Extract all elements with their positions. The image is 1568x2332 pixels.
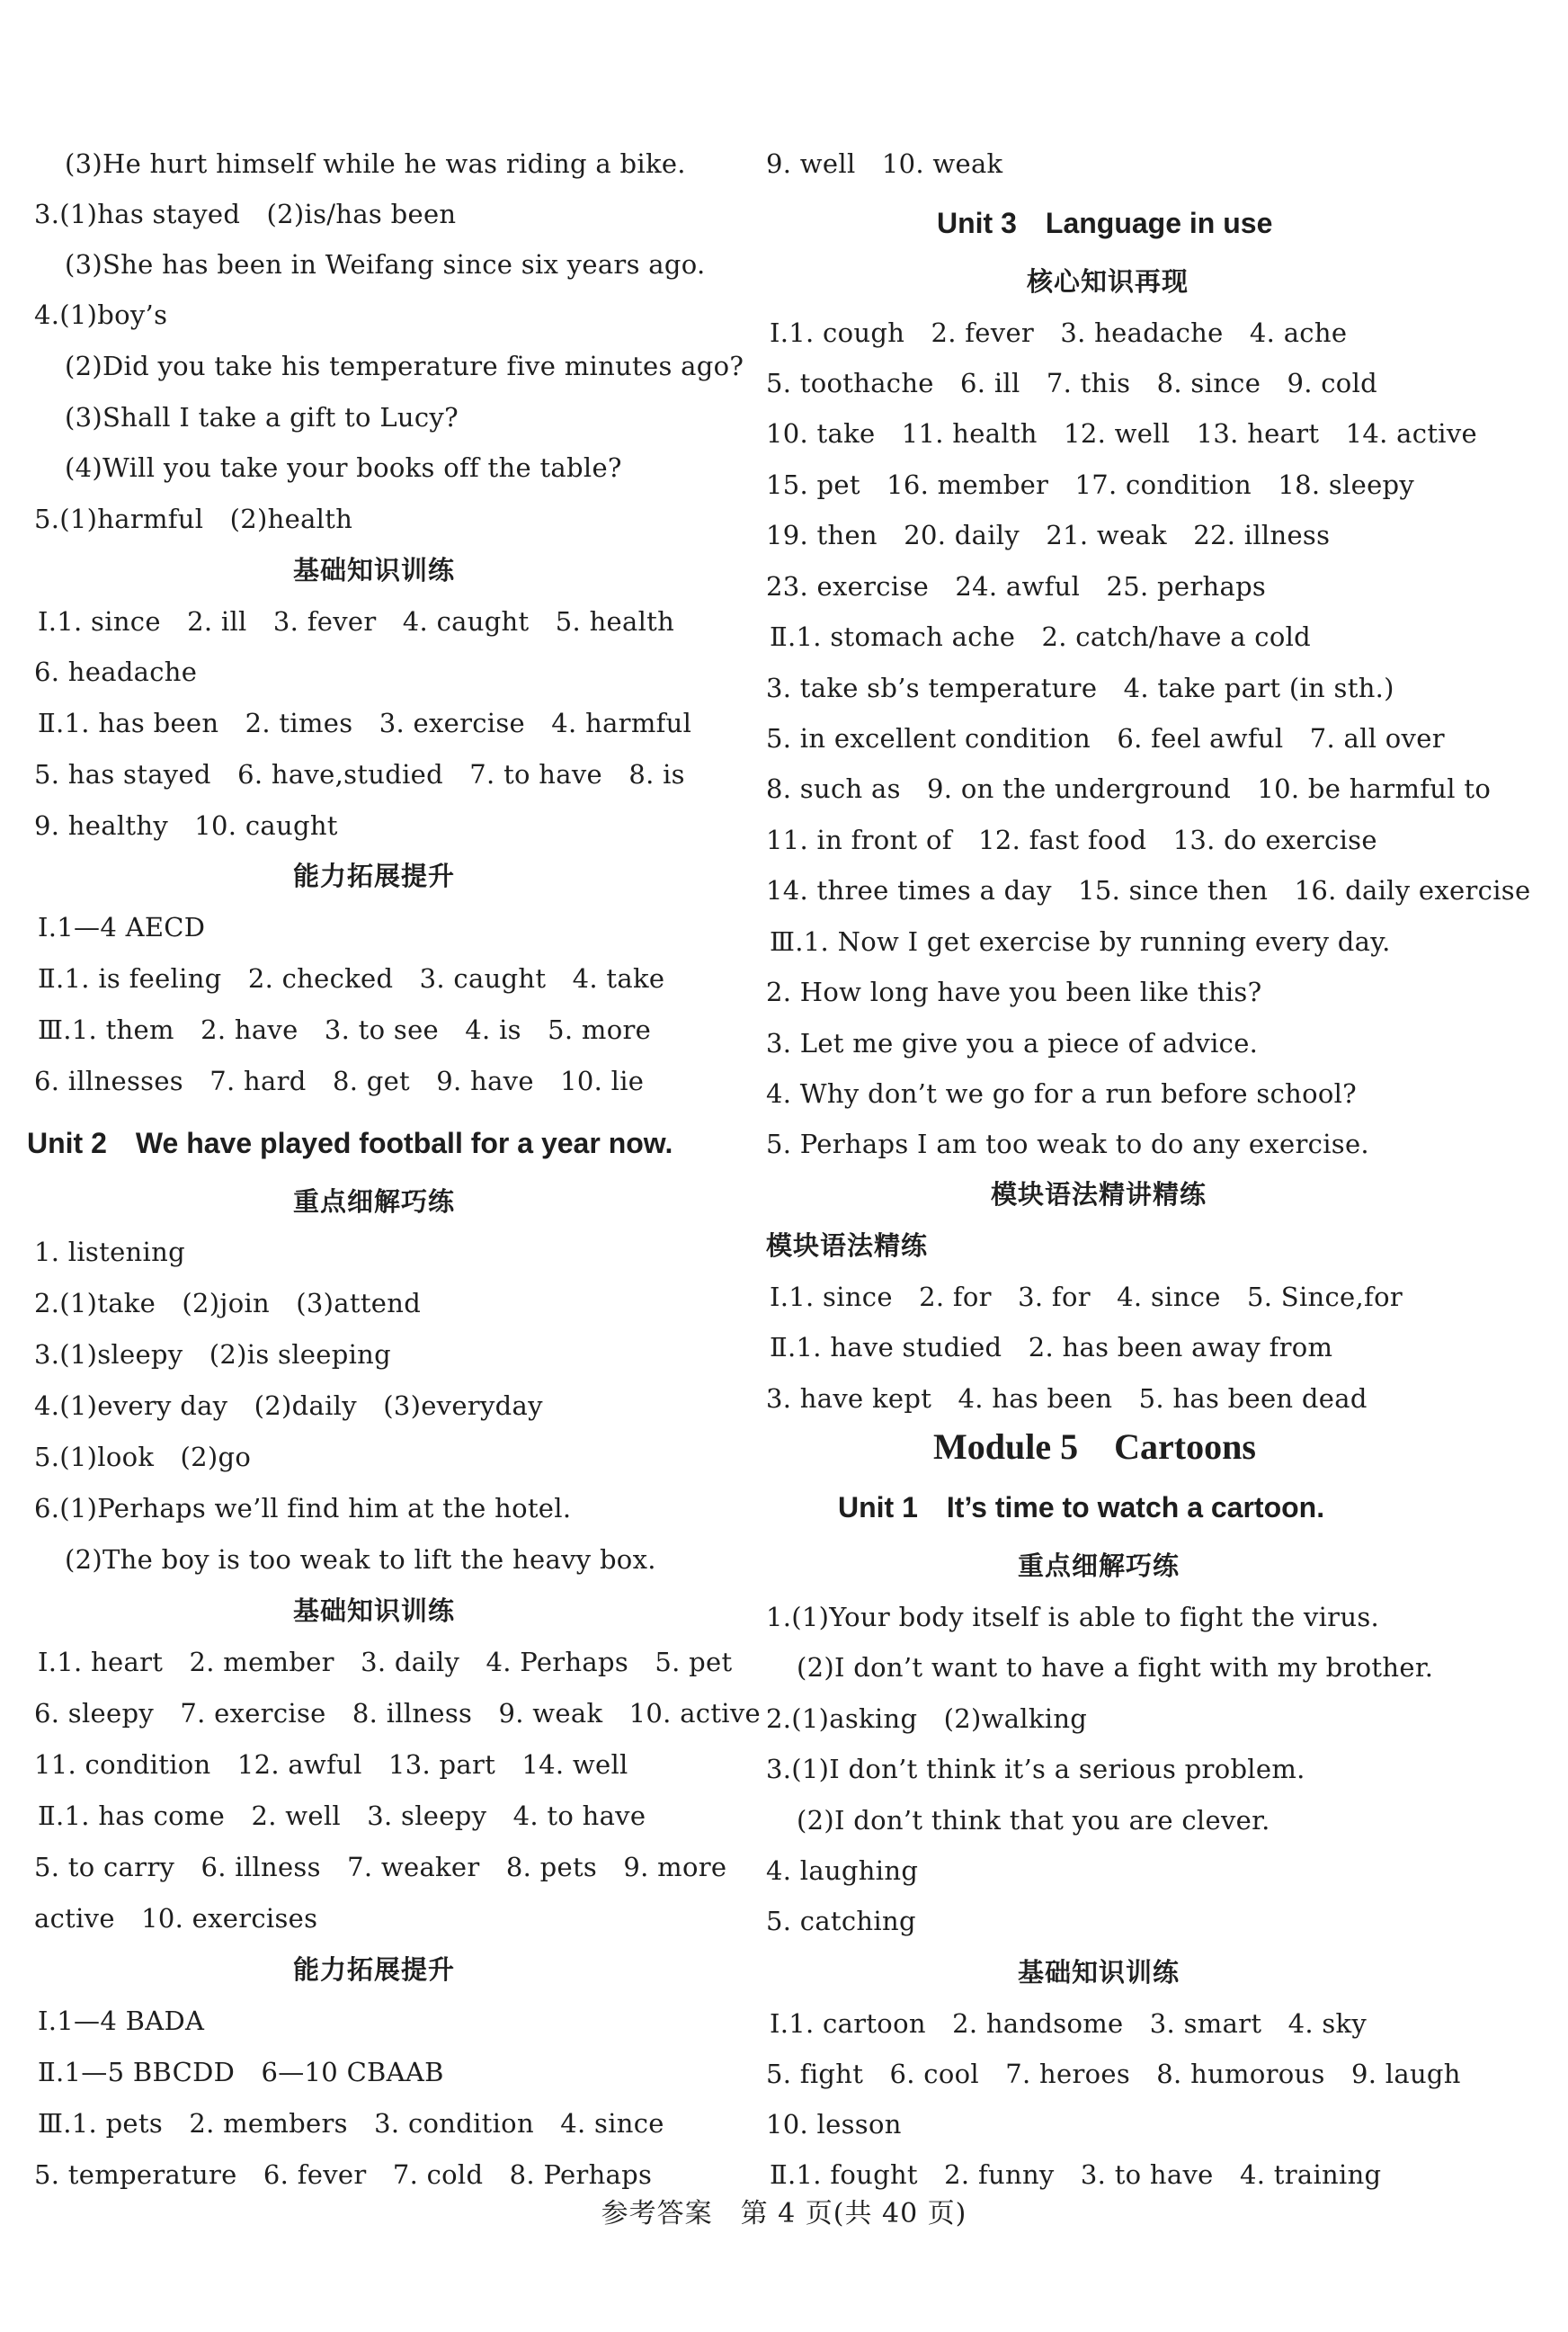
section-heading-key-points: 重点细解巧练 (293, 1186, 456, 1217)
answer-line: 1.(1)Your body itself is able to fight the virus. (766, 1602, 1380, 1632)
answer-line: Ⅰ.1. cough 2. fever 3. headache 4. ache (770, 317, 1348, 348)
answer-line: 6.(1)Perhaps we’ll find him at the hotel. (34, 1493, 572, 1523)
answer-line: 3. Let me give you a piece of advice. (766, 1028, 1259, 1059)
unit-2-title: Unit 2 We have played football for a year now. (27, 1127, 673, 1159)
answer-line: 6. headache (34, 657, 198, 687)
answer-line: active 10. exercises (34, 1903, 318, 1934)
answer-line: 6. illnesses 7. hard 8. get 9. have 10. lie (34, 1066, 645, 1096)
section-heading-basic-training: 基础知识训练 (293, 555, 456, 585)
answer-line: (3)He hurt himself while he was riding a bike. (65, 148, 686, 179)
answer-line: 5.(1)harmful (2)health (34, 504, 353, 534)
answer-line: 11. in front of 12. fast food 13. do exercise (766, 825, 1377, 855)
answer-line: 15. pet 16. member 17. condition 18. sleepy (766, 469, 1415, 500)
answer-line: 19. then 20. daily 21. weak 22. illness (766, 520, 1331, 550)
answer-line: 5. temperature 6. fever 7. cold 8. Perhaps (34, 2159, 653, 2190)
answer-line: 3. take sb’s temperature 4. take part (in sth.) (766, 673, 1394, 703)
answer-line: Ⅰ.1. since 2. for 3. for 4. since 5. Since,for (770, 1282, 1403, 1312)
answer-line: 5. fight 6. cool 7. heroes 8. humorous 9. laugh (766, 2059, 1461, 2089)
answer-line: Ⅱ.1. has come 2. well 3. sleepy 4. to have (38, 1800, 646, 1831)
section-heading-grammar: 模块语法精讲精练 (991, 1179, 1207, 1210)
answer-line: 10. take 11. health 12. well 13. heart 14. active (766, 418, 1477, 449)
section-heading-ability-extension: 能力拓展提升 (293, 861, 456, 891)
answer-line: 4. Why don’t we go for a run before school? (766, 1078, 1358, 1109)
answer-line: 3.(1)sleepy (2)is sleeping (34, 1339, 391, 1370)
section-heading-ability-extension: 能力拓展提升 (293, 1954, 456, 1985)
unit-1-title: Unit 1 It’s time to watch a cartoon. (838, 1491, 1325, 1523)
answer-line: Ⅲ.1. them 2. have 3. to see 4. is 5. more (38, 1014, 652, 1045)
answer-line: 3. have kept 4. has been 5. has been dead (766, 1383, 1368, 1414)
answer-line: Ⅰ.1. heart 2. member 3. daily 4. Perhaps 5. pet (38, 1647, 733, 1677)
subsection-heading-grammar-practice: 模块语法精练 (766, 1230, 929, 1261)
module-5-title: Module 5 Cartoons (933, 1426, 1256, 1467)
answer-line: 8. such as 9. on the underground 10. be harmful to (766, 773, 1492, 804)
answer-line: 10. lesson (766, 2109, 902, 2140)
unit-3-title: Unit 3 Language in use (937, 207, 1273, 239)
page-footer: 参考答案 第 4 页(共 40 页) (601, 2198, 967, 2229)
answer-line: Ⅱ.1. fought 2. funny 3. to have 4. training (770, 2159, 1382, 2190)
section-heading-core-knowledge: 核心知识再现 (1027, 266, 1189, 297)
answer-line: (2)Did you take his temperature five minutes ago? (65, 351, 744, 381)
answer-line: 1. listening (34, 1237, 185, 1267)
section-heading-key-points: 重点细解巧练 (1018, 1550, 1180, 1581)
answer-line: (4)Will you take your books off the table? (65, 452, 622, 483)
answer-line: 2. How long have you been like this? (766, 977, 1262, 1007)
section-heading-basic-training: 基础知识训练 (1018, 1957, 1180, 1988)
answer-line: 4. laughing (766, 1855, 919, 1886)
answer-line: 5. Perhaps I am too weak to do any exercise. (766, 1129, 1369, 1159)
answer-line: 3.(1)I don’t think it’s a serious problem. (766, 1754, 1305, 1784)
answer-line: 5. toothache 6. ill 7. this 8. since 9. cold (766, 368, 1378, 398)
answer-line: 5. catching (766, 1906, 916, 1936)
answer-line: 23. exercise 24. awful 25. perhaps (766, 571, 1267, 602)
answer-line: Ⅲ.1. pets 2. members 3. condition 4. since (38, 2108, 664, 2139)
answer-line: 4.(1)every day (2)daily (3)everyday (34, 1390, 543, 1421)
section-heading-basic-training: 基础知识训练 (293, 1595, 456, 1626)
answer-line: (2)I don’t think that you are clever. (797, 1805, 1270, 1836)
answer-line: Ⅱ.1. have studied 2. has been away from (770, 1332, 1333, 1363)
answer-line: Ⅱ.1. stomach ache 2. catch/have a cold (770, 621, 1312, 652)
answer-line: (2)The boy is too weak to lift the heavy box. (65, 1544, 656, 1575)
answer-line: (2)I don’t want to have a fight with my brother. (797, 1652, 1434, 1683)
answer-line: 3.(1)has stayed (2)is/has been (34, 199, 457, 229)
answer-line: (3)She has been in Weifang since six years ago. (65, 249, 706, 280)
answer-line: (3)Shall I take a gift to Lucy? (65, 402, 459, 433)
answer-line: 6. sleepy 7. exercise 8. illness 9. weak 10. active (34, 1698, 761, 1729)
answer-line: 9. healthy 10. caught (34, 810, 338, 841)
answer-line: Ⅲ.1. Now I get exercise by running every day. (770, 926, 1391, 957)
answer-line: 11. condition 12. awful 13. part 14. well (34, 1749, 628, 1780)
answer-line: 2.(1)asking (2)walking (766, 1703, 1088, 1734)
answer-line: 5. in excellent condition 6. feel awful 7. all over (766, 723, 1445, 754)
answer-line: Ⅱ.1. has been 2. times 3. exercise 4. harmful (38, 708, 692, 738)
answer-line: Ⅰ.1. cartoon 2. handsome 3. smart 4. sky (770, 2008, 1368, 2039)
answer-line: Ⅰ.1—4 BADA (38, 2006, 205, 2036)
answer-line: Ⅰ.1. since 2. ill 3. fever 4. caught 5. health (38, 606, 675, 637)
answer-line: Ⅰ.1—4 AECD (38, 912, 206, 943)
answer-line: Ⅱ.1. is feeling 2. checked 3. caught 4. take (38, 963, 665, 994)
answer-line: 5. to carry 6. illness 7. weaker 8. pets 9. more (34, 1852, 727, 1882)
answer-line: 5.(1)look (2)go (34, 1442, 252, 1472)
answer-line: 2.(1)take (2)join (3)attend (34, 1288, 422, 1318)
answer-line: 5. has stayed 6. have,studied 7. to have 8. is (34, 759, 685, 790)
answer-line: 4.(1)boy’s (34, 299, 168, 330)
answer-line: 14. three times a day 15. since then 16. daily exercise (766, 875, 1531, 906)
answer-line: Ⅱ.1—5 BBCDD 6—10 CBAAB (38, 2057, 444, 2087)
answer-line: 9. well 10. weak (766, 148, 1003, 179)
